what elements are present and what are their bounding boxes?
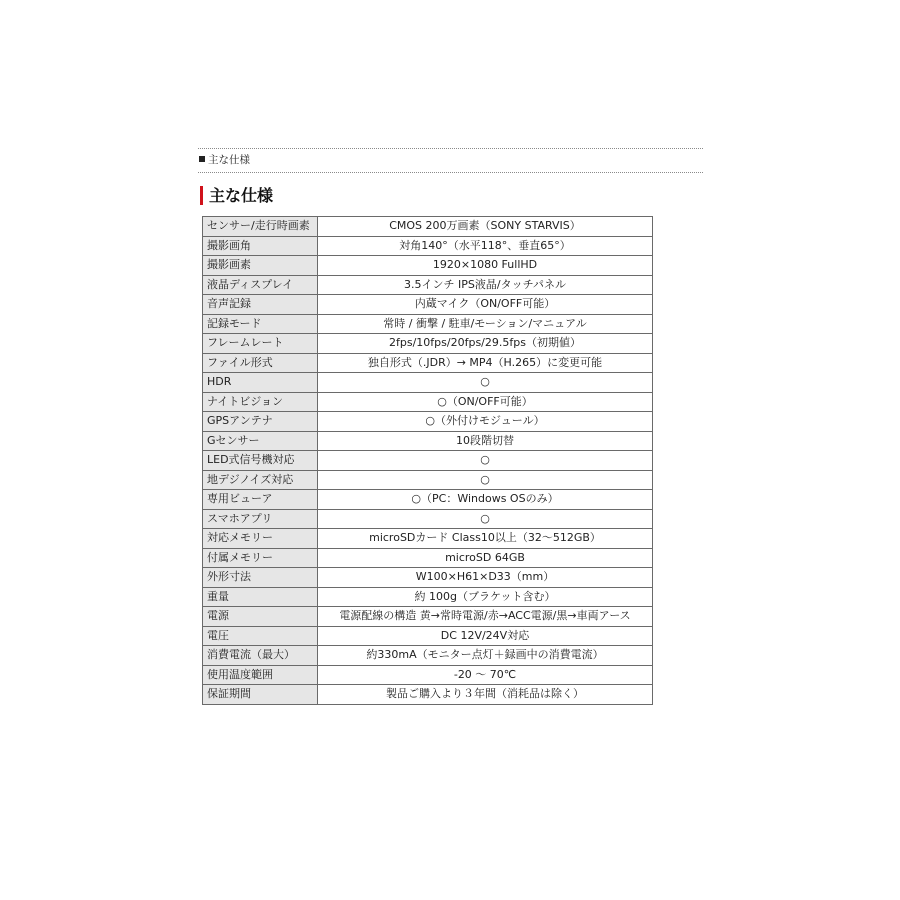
spec-row: [203, 646, 653, 666]
spec-label: 撮影画角: [203, 236, 318, 256]
divider-bottom: [198, 172, 703, 173]
spec-value: 電源配線の構造 黄→常時電源/赤→ACC電源/黒→車両アース: [318, 607, 653, 627]
spec-label: ファイル形式: [203, 353, 318, 373]
spec-row: [203, 431, 653, 451]
spec-label: 消費電流（最大）: [203, 646, 318, 666]
spec-label: 付属メモリー: [203, 548, 318, 568]
spec-label: 対応メモリー: [203, 529, 318, 549]
spec-table: [202, 216, 653, 705]
spec-label: 保証期間: [203, 685, 318, 705]
spec-row: [203, 587, 653, 607]
spec-row: [203, 470, 653, 490]
spec-label: 地デジノイズ対応: [203, 470, 318, 490]
spec-row: [203, 295, 653, 315]
spec-value: DC 12V/24V対応: [318, 626, 653, 646]
spec-label: 液晶ディスプレイ: [203, 275, 318, 295]
spec-value: 対角140°（水平118°、垂直65°）: [318, 236, 653, 256]
spec-row: [203, 353, 653, 373]
spec-value: 製品ご購入より３年間（消耗品は除く）: [318, 685, 653, 705]
spec-value: ○: [318, 509, 653, 529]
spec-value: microSDカード Class10以上（32〜512GB）: [318, 529, 653, 549]
breadcrumb: [199, 153, 250, 167]
spec-value: ○: [318, 470, 653, 490]
spec-label: LED式信号機対応: [203, 451, 318, 471]
divider-top: [198, 148, 703, 149]
spec-row: [203, 665, 653, 685]
spec-label: 記録モード: [203, 314, 318, 334]
breadcrumb-label: 主な仕様: [208, 154, 250, 166]
spec-row: [203, 236, 653, 256]
spec-value: W100×H61×D33（mm）: [318, 568, 653, 588]
spec-label: スマホアプリ: [203, 509, 318, 529]
spec-row: [203, 529, 653, 549]
spec-value: ○: [318, 451, 653, 471]
spec-value: 常時 / 衝撃 / 駐車/モーション/マニュアル: [318, 314, 653, 334]
spec-row: [203, 256, 653, 276]
spec-label: 外形寸法: [203, 568, 318, 588]
spec-value: 10段階切替: [318, 431, 653, 451]
spec-row: [203, 412, 653, 432]
spec-label: 専用ビューア: [203, 490, 318, 510]
heading-accent-bar: [200, 186, 203, 205]
spec-value: 独自形式（.JDR）→ MP4（H.265）に変更可能: [318, 353, 653, 373]
spec-label: センサー/走行時画素: [203, 217, 318, 237]
spec-row: [203, 392, 653, 412]
spec-row: [203, 626, 653, 646]
spec-row: [203, 451, 653, 471]
spec-label: 重量: [203, 587, 318, 607]
spec-label: 音声記録: [203, 295, 318, 315]
spec-table-body: [203, 217, 653, 705]
spec-value: ○（PC：Windows OSのみ）: [318, 490, 653, 510]
spec-label: Gセンサー: [203, 431, 318, 451]
spec-row: [203, 275, 653, 295]
spec-label: 電圧: [203, 626, 318, 646]
spec-value: 内蔵マイク（ON/OFF可能）: [318, 295, 653, 315]
spec-label: 撮影画素: [203, 256, 318, 276]
spec-label: 電源: [203, 607, 318, 627]
spec-label: フレームレート: [203, 334, 318, 354]
spec-row: [203, 314, 653, 334]
spec-value: microSD 64GB: [318, 548, 653, 568]
spec-value: ○: [318, 373, 653, 393]
spec-row: [203, 490, 653, 510]
spec-label: GPSアンテナ: [203, 412, 318, 432]
spec-row: [203, 217, 653, 237]
spec-value: ○（外付けモジュール）: [318, 412, 653, 432]
spec-row: [203, 373, 653, 393]
spec-value: -20 〜 70℃: [318, 665, 653, 685]
section-heading: [200, 185, 273, 206]
spec-row: [203, 607, 653, 627]
spec-label: 使用温度範囲: [203, 665, 318, 685]
spec-value: 約330mA（モニター点灯＋録画中の消費電流）: [318, 646, 653, 666]
spec-row: [203, 509, 653, 529]
spec-label: ナイトビジョン: [203, 392, 318, 412]
heading-title: 主な仕様: [209, 185, 274, 205]
spec-row: [203, 334, 653, 354]
square-bullet-icon: [199, 156, 205, 162]
spec-value: ○（ON/OFF可能）: [318, 392, 653, 412]
spec-label: HDR: [203, 373, 318, 393]
spec-value: 3.5インチ IPS液晶/タッチパネル: [318, 275, 653, 295]
spec-value: 1920×1080 FullHD: [318, 256, 653, 276]
spec-value: 約 100g（ブラケット含む）: [318, 587, 653, 607]
spec-row: [203, 548, 653, 568]
spec-value: CMOS 200万画素（SONY STARVIS）: [318, 217, 653, 237]
spec-value: 2fps/10fps/20fps/29.5fps（初期値）: [318, 334, 653, 354]
spec-row: [203, 568, 653, 588]
spec-row: [203, 685, 653, 705]
